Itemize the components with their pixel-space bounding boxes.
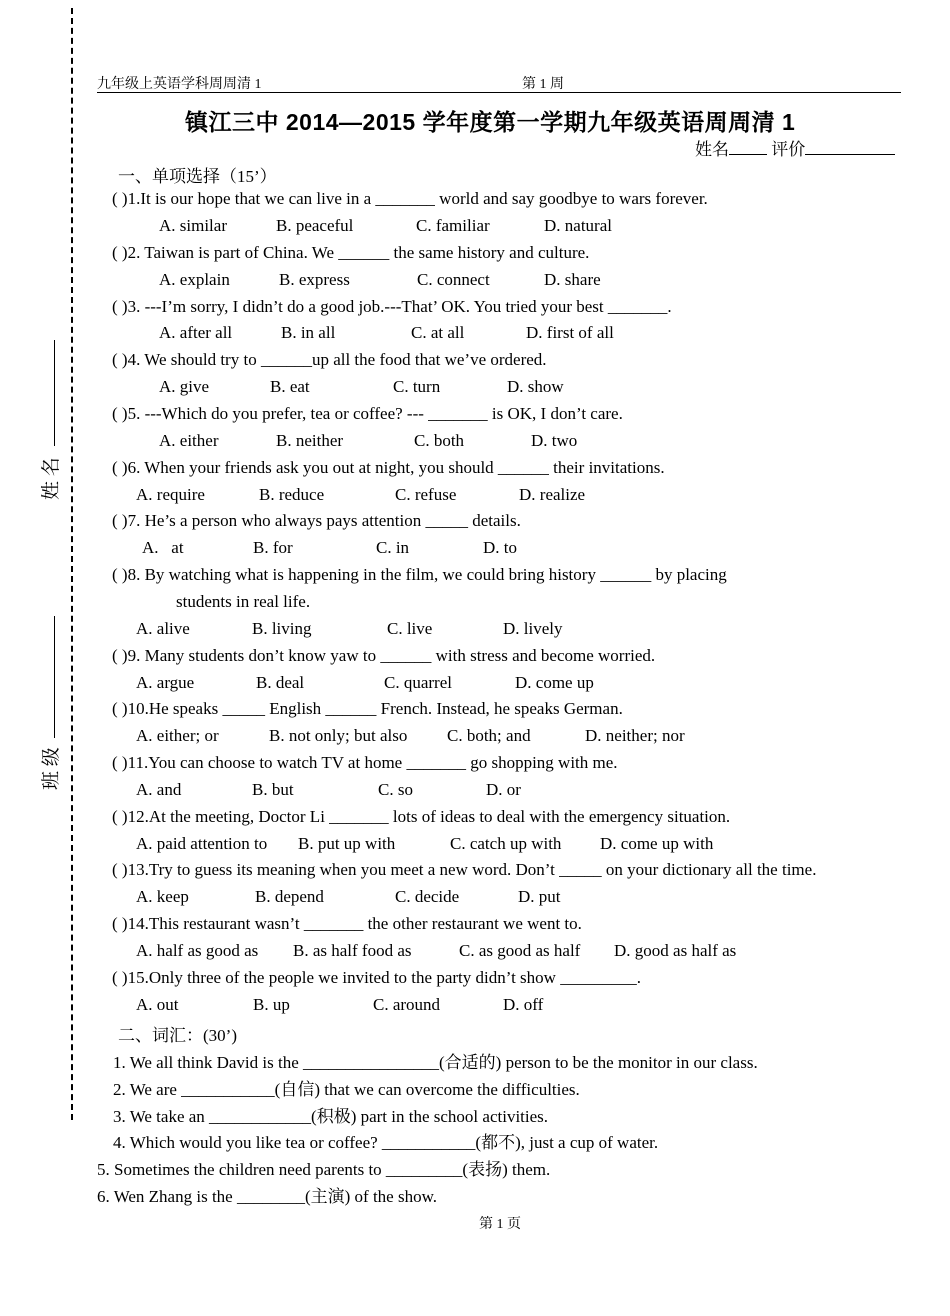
question-option: C. refuse bbox=[395, 485, 457, 504]
question-option: B. eat bbox=[270, 377, 310, 396]
question-option: A. similar bbox=[159, 216, 227, 235]
question-stem: ( )1.It is our hope that we can live in a _______ world and say goodbye to wars forever. bbox=[112, 189, 708, 208]
header-rule bbox=[97, 92, 901, 93]
question-option: C. so bbox=[378, 780, 413, 799]
question-stem: ( )2. Taiwan is part of China. We ______ the same history and culture. bbox=[112, 243, 590, 262]
question-option: B. express bbox=[279, 270, 350, 289]
question-option: A. after all bbox=[159, 323, 233, 342]
question-option: A. keep bbox=[136, 887, 189, 906]
question-option: C. at all bbox=[411, 323, 465, 342]
side-class-blank bbox=[54, 616, 55, 738]
header-week: 第 1 周 bbox=[522, 77, 564, 92]
question-option: C. around bbox=[373, 995, 441, 1014]
question-stem: ( )11.You can choose to watch TV at home _______ go shopping with me. bbox=[112, 753, 618, 772]
vocab-item: 6. Wen Zhang is the ________(主演) of the show. bbox=[97, 1187, 437, 1206]
side-name-blank bbox=[54, 340, 55, 446]
name-blank bbox=[729, 154, 767, 155]
question-option: B. as half food as bbox=[293, 941, 412, 960]
question-stem: ( )6. When your friends ask you out at night, you should ______ their invitations. bbox=[112, 458, 665, 477]
question-option: B. but bbox=[252, 780, 294, 799]
question-option: D. put bbox=[518, 887, 561, 906]
question-option: C. as good as half bbox=[459, 941, 581, 960]
side-class-label: 班 级 bbox=[41, 747, 62, 790]
vocab-item: 3. We take an ____________(积极) part in the school activities. bbox=[113, 1107, 549, 1126]
question-stem: ( )15.Only three of the people we invited to the party didn’t show _________. bbox=[112, 968, 641, 987]
question-option: D. to bbox=[483, 538, 517, 557]
question-option: B. in all bbox=[281, 323, 336, 342]
question-option: B. deal bbox=[256, 673, 305, 692]
vocab-item: 4. Which would you like tea or coffee? ___________(都不), just a cup of water. bbox=[113, 1133, 659, 1152]
question-option: A. either bbox=[159, 431, 219, 450]
question-option: A. either; or bbox=[136, 726, 219, 745]
vocab-item: 1. We all think David is the ________________(合适的) person to be the monitor in our class. bbox=[113, 1053, 758, 1072]
name-eval-line bbox=[695, 135, 895, 160]
question-option: D. share bbox=[544, 270, 601, 289]
question-option: B. not only; but also bbox=[269, 726, 408, 745]
question-option: C. both; and bbox=[447, 726, 531, 745]
question-option: D. come up bbox=[515, 673, 594, 692]
section1-heading: 一、单项选择（15’） bbox=[118, 167, 277, 186]
question-option: A. argue bbox=[136, 673, 195, 692]
side-name-label: 姓 名 bbox=[41, 457, 62, 500]
question-option: B. for bbox=[253, 538, 293, 557]
question-option: D. natural bbox=[544, 216, 612, 235]
question-option: D. come up with bbox=[600, 834, 714, 853]
question-option: A. give bbox=[159, 377, 210, 396]
binding-dashed-line bbox=[71, 8, 73, 1120]
question-option: D. first of all bbox=[526, 323, 614, 342]
question-option: A. out bbox=[136, 995, 179, 1014]
question-option: B. put up with bbox=[298, 834, 396, 853]
question-option: C. live bbox=[387, 619, 433, 638]
question-option: B. living bbox=[252, 619, 312, 638]
question-option: B. depend bbox=[255, 887, 324, 906]
question-option: C. in bbox=[376, 538, 410, 557]
question-option: D. off bbox=[503, 995, 544, 1014]
question-option: C. turn bbox=[393, 377, 441, 396]
question-option: B. reduce bbox=[259, 485, 325, 504]
question-option: C. familiar bbox=[416, 216, 490, 235]
question-stem: ( )14.This restaurant wasn’t _______ the other restaurant we went to. bbox=[112, 914, 582, 933]
question-stem-continued: students in real life. bbox=[176, 592, 311, 611]
question-option: C. catch up with bbox=[450, 834, 562, 853]
question-stem: ( )4. We should try to ______up all the food that we’ve ordered. bbox=[112, 350, 547, 369]
vocab-item: 5. Sometimes the children need parents to _________(表扬) them. bbox=[97, 1160, 551, 1179]
question-option: B. neither bbox=[276, 431, 344, 450]
question-option: D. neither; nor bbox=[585, 726, 685, 745]
question-stem: ( )3. ---I’m sorry, I didn’t do a good job.---That’ OK. You tried your best _______. bbox=[112, 297, 672, 316]
question-option: C. both bbox=[414, 431, 465, 450]
question-option: D. or bbox=[486, 780, 521, 799]
header-left: 九年级上英语学科周周清 1 bbox=[97, 77, 262, 92]
question-option: B. up bbox=[253, 995, 290, 1014]
question-option: D. show bbox=[507, 377, 564, 396]
question-option: D. lively bbox=[503, 619, 563, 638]
question-option: C. decide bbox=[395, 887, 460, 906]
question-stem: ( )7. He’s a person who always pays attention _____ details. bbox=[112, 511, 521, 530]
question-option: A. alive bbox=[136, 619, 190, 638]
question-stem: ( )13.Try to guess its meaning when you meet a new word. Don’t _____ on your dictionary all the time. bbox=[112, 860, 817, 879]
question-option: A. at bbox=[142, 538, 184, 557]
question-option: A. half as good as bbox=[136, 941, 259, 960]
question-option: A. paid attention to bbox=[136, 834, 268, 853]
page-footer: 第 1 页 bbox=[479, 1217, 521, 1232]
question-option: D. two bbox=[531, 431, 578, 450]
question-option: C. quarrel bbox=[384, 673, 452, 692]
question-stem: ( )8. By watching what is happening in the film, we could bring history ______ by placing bbox=[112, 565, 727, 584]
question-option: D. realize bbox=[519, 485, 586, 504]
question-option: A. explain bbox=[159, 270, 230, 289]
page-title: 镇江三中 2014—2015 学年度第一学期九年级英语周周清 1 bbox=[185, 109, 796, 135]
eval-label: 评价 bbox=[771, 140, 806, 159]
question-option: A. and bbox=[136, 780, 182, 799]
question-stem: ( )9. Many students don’t know yaw to ______ with stress and become worried. bbox=[112, 646, 656, 665]
question-stem: ( )10.He speaks _____ English ______ French. Instead, he speaks German. bbox=[112, 699, 623, 718]
vocab-item: 2. We are ___________(自信) that we can overcome the difficulties. bbox=[113, 1080, 580, 1099]
section2-heading: 二、词汇：(30’) bbox=[118, 1026, 237, 1045]
question-option: D. good as half as bbox=[614, 941, 737, 960]
question-option: B. peaceful bbox=[276, 216, 354, 235]
question-option: A. require bbox=[136, 485, 205, 504]
question-stem: ( )12.At the meeting, Doctor Li _______ lots of ideas to deal with the emergency situation. bbox=[112, 807, 731, 826]
name-label: 姓名 bbox=[695, 140, 729, 159]
question-stem: ( )5. ---Which do you prefer, tea or coffee? --- _______ is OK, I don’t care. bbox=[112, 404, 623, 423]
question-option: C. connect bbox=[417, 270, 490, 289]
eval-blank bbox=[805, 154, 895, 155]
